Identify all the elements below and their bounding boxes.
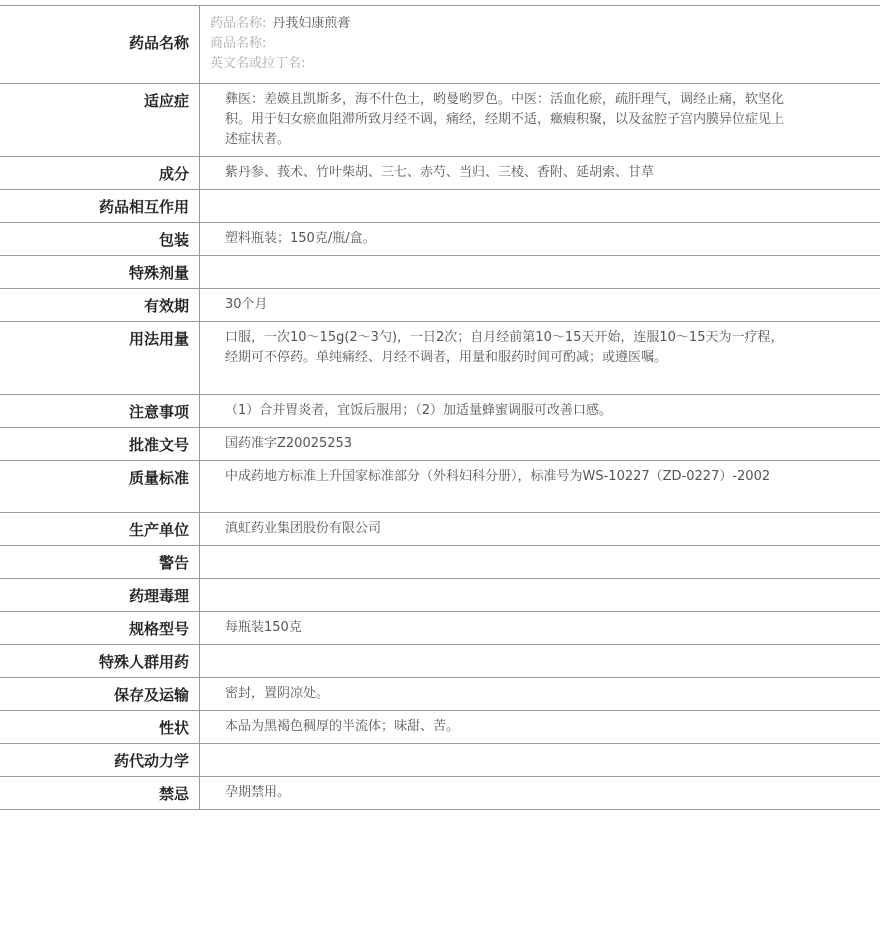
drug-info-table (0, 5, 880, 810)
row-label: 禁忌 (0, 777, 200, 809)
row-value (200, 157, 880, 189)
row-label: 保存及运输 (0, 678, 200, 710)
row-value-text: 塑料瓶装；150克/瓶/盒。 (225, 231, 376, 246)
row-label: 规格型号 (0, 612, 200, 644)
row-value (200, 777, 880, 809)
row-label: 成分 (0, 157, 200, 189)
row-label: 包装 (0, 223, 200, 255)
row-value (200, 84, 880, 156)
row-drug-name (0, 6, 880, 84)
row-shelf-life (0, 289, 880, 322)
row-value (200, 223, 880, 255)
row-value (200, 461, 880, 512)
row-value (200, 711, 880, 743)
row-label: 有效期 (0, 289, 200, 321)
row-quality-standard (0, 461, 880, 513)
row-value-text: 中成药地方标准上升国家标准部分（外科妇科分册），标准号为WS-10227（ZD-0227）-2002 (225, 469, 771, 484)
row-approval-number (0, 428, 880, 461)
row-label: 药代动力学 (0, 744, 200, 776)
row-pharmacology (0, 579, 880, 612)
row-label: 药品名称 (0, 6, 200, 83)
trade-name-key: 商品名称: (210, 36, 267, 51)
row-value-text: 30个月 (225, 297, 268, 312)
generic-name-key: 药品名称: (210, 16, 267, 31)
row-value (200, 579, 880, 611)
row-label: 批准文号 (0, 428, 200, 460)
row-value-text: 彝医：差嫫且凯斯多，海不什色土，哟曼哟罗色。中医：活血化瘀，疏肝理气，调经止痛，软坚化积。用于妇女瘀血阻滞所致月经不调，痛经，经期不适，癥瘕积聚，以及盆腔子宫内膜异位症见上述症状者。 (225, 92, 785, 147)
row-value (200, 256, 880, 288)
row-warning (0, 546, 880, 579)
row-special-populations (0, 645, 880, 678)
row-value-text: 本品为黑褐色稠厚的半流体；味甜、苦。 (225, 719, 460, 734)
row-specification (0, 612, 880, 645)
row-interactions (0, 190, 880, 223)
row-value (200, 322, 880, 394)
row-usage-dosage (0, 322, 880, 395)
generic-name-line (210, 14, 880, 34)
english-name-line (210, 54, 880, 74)
row-storage (0, 678, 880, 711)
row-value-text: 滇虹药业集团股份有限公司 (225, 521, 382, 536)
english-name-key: 英文名或拉丁名: (210, 56, 306, 71)
row-value-text: 孕期禁用。 (225, 785, 291, 800)
row-label: 注意事项 (0, 395, 200, 427)
row-value (200, 678, 880, 710)
row-indications (0, 84, 880, 157)
row-special-dosage (0, 256, 880, 289)
row-contraindications (0, 777, 880, 810)
row-value-text: 口服，一次10～15g(2～3勺)，一日2次；自月经前第10～15天开始，连服10～15天为一疗程，经期可不停药。单纯痛经、月经不调者，用量和服药时间可酌减；或遵医嘱。 (225, 330, 784, 365)
row-label: 特殊人群用药 (0, 645, 200, 677)
row-value (200, 395, 880, 427)
row-label: 生产单位 (0, 513, 200, 545)
row-manufacturer (0, 513, 880, 546)
row-label: 质量标准 (0, 461, 200, 512)
row-packaging (0, 223, 880, 256)
row-value (200, 612, 880, 644)
row-value (200, 744, 880, 776)
row-label: 警告 (0, 546, 200, 578)
row-value (200, 428, 880, 460)
row-label: 适应症 (0, 84, 200, 156)
row-label: 药品相互作用 (0, 190, 200, 222)
row-label: 药理毒理 (0, 579, 200, 611)
row-value-text: 密封，置阴凉处。 (225, 686, 330, 701)
row-value (200, 190, 880, 222)
row-label: 用法用量 (0, 322, 200, 394)
trade-name-line (210, 34, 880, 54)
row-value (200, 513, 880, 545)
row-value (200, 645, 880, 677)
row-value (200, 289, 880, 321)
row-value (200, 6, 880, 83)
row-pharmacokinetics (0, 744, 880, 777)
row-value (200, 546, 880, 578)
row-description (0, 711, 880, 744)
row-label: 性状 (0, 711, 200, 743)
generic-name-value: 丹莪妇康煎膏 (272, 16, 351, 31)
row-ingredients (0, 157, 880, 190)
row-value-text: 每瓶装150克 (225, 620, 302, 635)
row-precautions (0, 395, 880, 428)
row-label: 特殊剂量 (0, 256, 200, 288)
row-value-text: 国药准字Z20025253 (225, 436, 353, 451)
row-value-text: （1）合并胃炎者，宜饭后服用；（2）加适量蜂蜜调服可改善口感。 (225, 403, 613, 418)
row-value-text: 紫丹参、莪术、竹叶柴胡、三七、赤芍、当归、三棱、香附、延胡索、甘草 (225, 165, 655, 180)
